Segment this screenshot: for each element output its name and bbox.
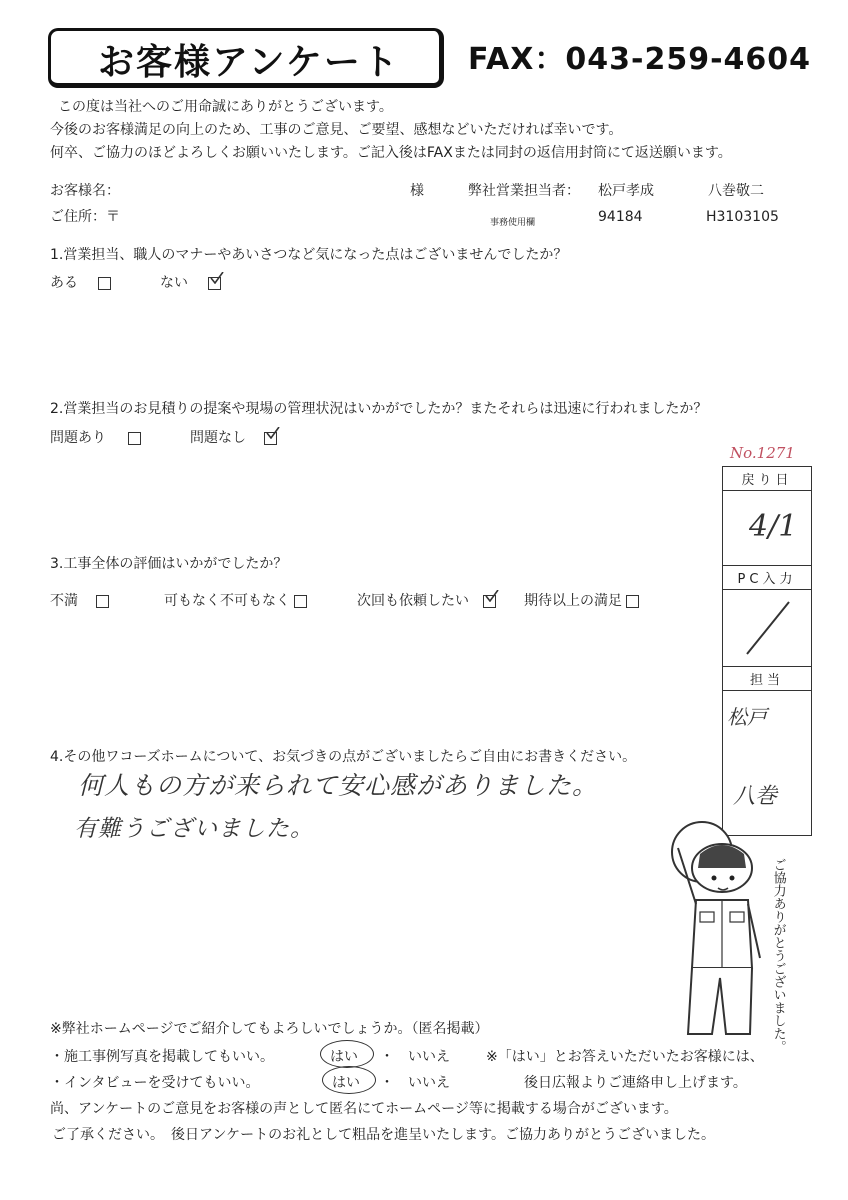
q1-option-1-label: ある bbox=[50, 275, 78, 291]
staff-1: 松戸孝成 bbox=[598, 183, 654, 199]
q4-answer-line-2: 有難うございました。 bbox=[74, 816, 314, 842]
address-label: ご住所：〒 bbox=[50, 209, 120, 225]
homepage-heading: ※弊社ホームページでご紹介してもよろしいでしょうか。（匿名掲載） bbox=[50, 1021, 489, 1037]
q3-checkbox-1[interactable] bbox=[96, 595, 109, 608]
honorific: 様 bbox=[410, 183, 424, 199]
homepage-row-2-no[interactable]: ・ いいえ bbox=[380, 1075, 450, 1091]
q1-option-2 bbox=[160, 272, 221, 292]
q2-checkbox-1[interactable] bbox=[128, 432, 141, 445]
q1-option-2-label: ない bbox=[160, 275, 188, 291]
q3-checkbox-2[interactable] bbox=[294, 595, 307, 608]
intro-line-3: 何卒、ご協力のほどよろしくお願いいたします。ご記入後はFAXまたは同封の返信用封筒にて返送願います。 bbox=[50, 145, 732, 161]
q3-option-3 bbox=[357, 590, 496, 610]
mascot-thanks-text: ご協力ありがとうございました。 bbox=[770, 858, 786, 1053]
intro-line-2: 今後のお客様満足の向上のため、工事のご意見、ご要望、感想などいただければ幸いです。 bbox=[50, 122, 623, 138]
q3-option-2-label: 可もなく不可もなく bbox=[164, 593, 290, 609]
homepage-note-1: ※「はい」とお答えいただいたお客様には、 bbox=[486, 1049, 764, 1065]
q3-checkbox-4[interactable] bbox=[626, 595, 639, 608]
slash-mark-icon bbox=[743, 600, 793, 656]
fax-number: FAX：043-259-4604 bbox=[468, 42, 812, 77]
q1-question: 1.営業担当、職人のマナーやあいさつなど気になった点はございませんでしたか？ bbox=[50, 247, 568, 263]
checkmark-icon bbox=[485, 590, 499, 602]
record-number: No.1271 bbox=[730, 444, 795, 462]
homepage-row-2-yes[interactable]: はい bbox=[332, 1075, 360, 1091]
q1-checkbox-2[interactable] bbox=[208, 277, 221, 290]
q2-option-2 bbox=[190, 427, 277, 447]
staff-label: 弊社営業担当者： bbox=[468, 183, 580, 199]
q1-checkbox-1[interactable] bbox=[98, 277, 111, 290]
checkmark-icon bbox=[266, 427, 280, 439]
homepage-row-1-yes[interactable]: はい bbox=[330, 1049, 358, 1065]
intro-line-1: この度は当社へのご用命誠にありがとうございます。 bbox=[58, 99, 393, 115]
q3-question: 3.工事全体の評価はいかがでしたか？ bbox=[50, 556, 288, 572]
homepage-row-1-label: ・施工事例写真を掲載してもいい。 bbox=[50, 1049, 274, 1065]
customer-name-label: お客様名： bbox=[50, 183, 120, 199]
return-date-cell bbox=[723, 490, 811, 565]
checkmark-icon bbox=[210, 272, 224, 284]
q3-option-1-label: 不満 bbox=[50, 593, 78, 609]
q3-option-4-label: 期待以上の満足 bbox=[524, 593, 622, 609]
homepage-row-1-no[interactable]: ・ いいえ bbox=[380, 1049, 450, 1065]
pc-input-header: PC入力 bbox=[723, 565, 811, 589]
return-date-value: 4/1 bbox=[749, 509, 798, 544]
staff-2: 八巻敬二 bbox=[708, 183, 764, 199]
selected-circle-mark bbox=[320, 1040, 374, 1068]
q3-option-4 bbox=[524, 590, 639, 610]
tanto-header: 担当 bbox=[723, 666, 811, 690]
office-use-label: 事務使用欄 bbox=[490, 218, 536, 228]
q2-option-1 bbox=[50, 427, 141, 447]
office-use-box bbox=[722, 466, 812, 836]
q4-answer-line-1: 何人もの方が来られて安心感がありました。 bbox=[78, 771, 599, 800]
footer-line-1: 尚、アンケートのご意見をお客様の声として匿名にてホームページ等に掲載する場合がございます。 bbox=[50, 1101, 678, 1117]
tanto-1: 松戸 bbox=[727, 705, 767, 729]
homepage-note-2: 後日広報よりご連絡申し上げます。 bbox=[524, 1075, 747, 1091]
q2-option-2-label: 問題なし bbox=[190, 430, 246, 446]
q3-option-3-label: 次回も依頼したい bbox=[357, 593, 469, 609]
q3-checkbox-3[interactable] bbox=[483, 595, 496, 608]
q2-checkbox-2[interactable] bbox=[264, 432, 277, 445]
selected-circle-mark bbox=[322, 1066, 376, 1094]
q3-option-1 bbox=[50, 590, 109, 610]
q2-question: 2.営業担当のお見積りの提案や現場の管理状況はいかがでしたか？またそれらは迅速に行われましたか？ bbox=[50, 401, 708, 417]
return-date-header: 戻り日 bbox=[741, 473, 793, 488]
q4-question: 4.その他ワコーズホームについて、お気づきの点がございましたらご自由にお書きください。 bbox=[50, 749, 637, 765]
tanto-2: 八巻 bbox=[733, 784, 778, 809]
q1-option-1 bbox=[50, 272, 111, 292]
q2-option-1-label: 問題あり bbox=[50, 430, 106, 446]
page-title: お客様アンケート bbox=[98, 42, 400, 83]
code-2: H3103105 bbox=[706, 209, 779, 225]
q3-option-2 bbox=[164, 590, 307, 610]
code-1: 94184 bbox=[598, 209, 643, 225]
pc-input-cell bbox=[723, 589, 811, 666]
footer-line-2: ご了承ください。 後日アンケートのお礼として粗品を進呈いたします。ご協力ありがとうございました。 bbox=[52, 1127, 716, 1143]
homepage-row-2-label: ・インタビューを受けてもいい。 bbox=[50, 1075, 260, 1091]
